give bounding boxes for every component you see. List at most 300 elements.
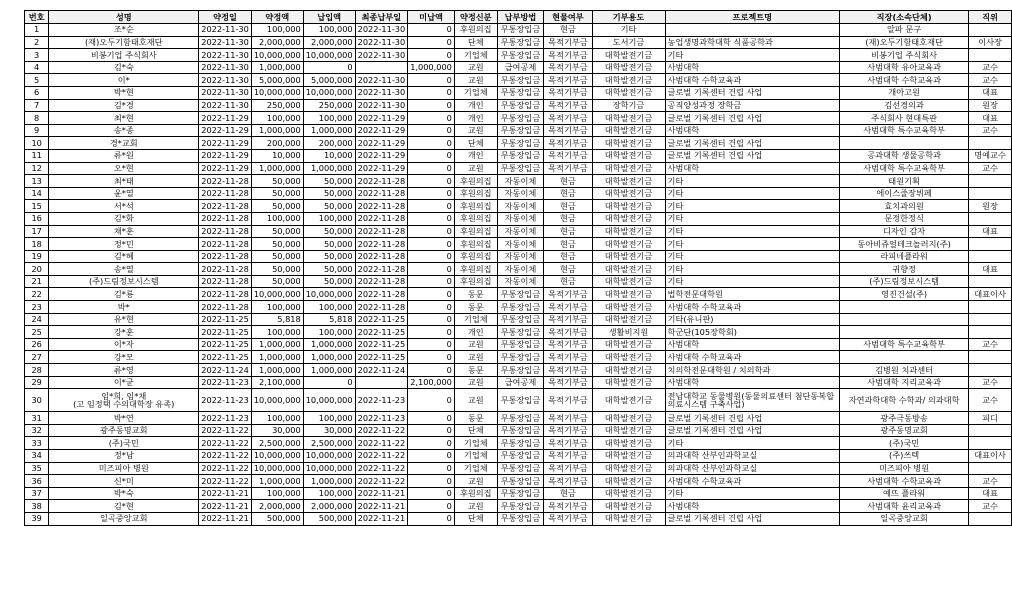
col-name-cell: 김*룡 (49, 288, 199, 301)
col-payment-method-cell: 무통장입금 (497, 137, 544, 150)
table-row (25, 250, 1012, 263)
col-project-name-cell: 기타 (665, 225, 840, 238)
col-pledge-amount-cell: 100,000 (251, 412, 303, 425)
col-pledge-date-cell: 2022-11-30 (199, 61, 252, 74)
col-paid-amount-cell: 5,818 (303, 313, 355, 326)
col-paid-amount-cell: 50,000 (303, 263, 355, 276)
col-pledge-status-cell: 개인 (454, 326, 497, 339)
col-paid-amount-cell: 500,000 (303, 512, 355, 525)
col-in-kind-cell: 현금 (544, 200, 592, 213)
table-row (25, 225, 1012, 238)
col-number-cell: 12 (25, 162, 49, 175)
col-payment-method-cell: 무통장입금 (497, 288, 544, 301)
col-payment-method-cell: 무통장입금 (497, 512, 544, 525)
col-position-cell: 교수 (969, 475, 1012, 488)
col-paid-amount-cell: 2,000,000 (303, 36, 355, 49)
table-row (25, 351, 1012, 364)
col-name-cell: 김*혜 (49, 250, 199, 263)
col-in-kind-cell: 목적기부금 (544, 512, 592, 525)
col-name-cell: (주)국민 (49, 437, 199, 450)
col-payment-method-cell: 무통장입금 (497, 313, 544, 326)
col-donation-purpose-cell: 대학발전기금 (592, 512, 665, 525)
col-last-paid-date-cell (355, 61, 408, 74)
col-pledge-status-cell: 개인 (454, 99, 497, 112)
table-row (25, 487, 1012, 500)
col-pledge-amount-cell: 1,000,000 (251, 338, 303, 351)
col-pledge-status-cell: 후원의집 (454, 487, 497, 500)
col-pledge-status-cell: 기업체 (454, 86, 497, 99)
col-unpaid-amount-cell: 0 (408, 74, 455, 87)
col-name-cell: 송*열 (49, 263, 199, 276)
col-workplace-cell: 김병원 치과센터 (840, 364, 969, 377)
col-position-cell (969, 49, 1012, 62)
col-number-cell: 24 (25, 313, 49, 326)
col-last-paid-date-cell: 2022-11-30 (355, 24, 408, 37)
col-pledge-date-cell: 2022-11-30 (199, 24, 252, 37)
col-last-paid-date-cell: 2022-11-28 (355, 275, 408, 288)
col-pledge-amount-cell: 5,000,000 (251, 74, 303, 87)
col-last-paid-date-cell: 2022-11-21 (355, 500, 408, 513)
col-last-paid-date-cell: 2022-11-28 (355, 263, 408, 276)
col-position-cell: 교수 (969, 61, 1012, 74)
col-paid-amount-cell: 5,000,000 (303, 74, 355, 87)
col-pledge-amount-cell: 1,000,000 (251, 124, 303, 137)
col-workplace-cell (840, 351, 969, 364)
col-number-cell: 26 (25, 338, 49, 351)
col-in-kind-header: 현물여부 (544, 11, 592, 24)
col-donation-purpose-cell: 대학발전기금 (592, 200, 665, 213)
col-number-cell: 14 (25, 187, 49, 200)
col-paid-amount-cell: 30,000 (303, 424, 355, 437)
col-paid-amount-cell: 1,000,000 (303, 475, 355, 488)
table-row (25, 301, 1012, 314)
col-pledge-amount-cell: 250,000 (251, 99, 303, 112)
col-last-paid-date-cell: 2022-11-30 (355, 49, 408, 62)
col-donation-purpose-cell: 대학발전기금 (592, 212, 665, 225)
col-workplace-cell: 영진건설(주) (840, 288, 969, 301)
col-in-kind-cell: 목적기부금 (544, 313, 592, 326)
table-row (25, 86, 1012, 99)
col-pledge-amount-cell: 2,000,000 (251, 36, 303, 49)
col-pledge-status-cell: 후원의집 (454, 238, 497, 251)
col-position-cell (969, 351, 1012, 364)
col-pledge-date-cell: 2022-11-30 (199, 99, 252, 112)
col-number-cell: 30 (25, 389, 49, 412)
col-number-cell: 27 (25, 351, 49, 364)
table-row (25, 326, 1012, 339)
col-pledge-status-cell: 후원의집 (454, 200, 497, 213)
col-number-cell: 16 (25, 212, 49, 225)
col-in-kind-cell: 목적기부금 (544, 61, 592, 74)
col-pledge-date-cell: 2022-11-22 (199, 437, 252, 450)
col-payment-method-cell: 무통장입금 (497, 301, 544, 314)
donation-table-container (24, 10, 1012, 526)
col-payment-method-header: 납부방법 (497, 11, 544, 24)
table-row (25, 36, 1012, 49)
table-row (25, 389, 1012, 412)
col-donation-purpose-cell: 대학발전기금 (592, 49, 665, 62)
col-project-name-cell: 기타 (665, 175, 840, 188)
col-workplace-cell: (주)드림정보시스템 (840, 275, 969, 288)
col-project-name-cell: 글로벌 기록센터 건립 사업 (665, 149, 840, 162)
col-number-cell: 6 (25, 86, 49, 99)
col-position-cell (969, 238, 1012, 251)
col-pledge-date-cell: 2022-11-22 (199, 462, 252, 475)
col-position-cell: 교수 (969, 500, 1012, 513)
col-in-kind-cell: 현금 (544, 238, 592, 251)
col-number-cell: 5 (25, 74, 49, 87)
col-unpaid-amount-cell: 0 (408, 301, 455, 314)
table-row (25, 313, 1012, 326)
col-donation-purpose-cell: 대학발전기금 (592, 250, 665, 263)
col-last-paid-date-cell: 2022-11-29 (355, 124, 408, 137)
col-donation-purpose-cell: 기타 (592, 24, 665, 37)
col-position-header: 직위 (969, 11, 1012, 24)
table-row (25, 437, 1012, 450)
col-paid-amount-cell: 10,000,000 (303, 462, 355, 475)
col-project-name-cell: 기타 (665, 238, 840, 251)
col-donation-purpose-cell: 대학발전기금 (592, 437, 665, 450)
col-paid-amount-cell: 100,000 (303, 24, 355, 37)
col-last-paid-date-cell: 2022-11-22 (355, 424, 408, 437)
col-paid-amount-cell: 50,000 (303, 238, 355, 251)
col-name-cell: 일곡중앙교회 (49, 512, 199, 525)
col-workplace-cell: (재)오두기함태호재단 (840, 36, 969, 49)
col-payment-method-cell: 무통장입금 (497, 500, 544, 513)
col-position-cell: 대표 (969, 112, 1012, 125)
col-unpaid-amount-cell: 0 (408, 86, 455, 99)
col-donation-purpose-cell: 대학발전기금 (592, 225, 665, 238)
col-pledge-status-cell: 교원 (454, 74, 497, 87)
col-last-paid-date-cell: 2022-11-29 (355, 112, 408, 125)
table-row (25, 200, 1012, 213)
col-payment-method-cell: 무통장입금 (497, 99, 544, 112)
col-payment-method-cell: 자동이체 (497, 263, 544, 276)
col-name-cell: 류*영 (49, 364, 199, 377)
col-number-cell: 33 (25, 437, 49, 450)
col-pledge-date-cell: 2022-11-30 (199, 86, 252, 99)
col-pledge-amount-cell: 100,000 (251, 326, 303, 339)
col-paid-amount-cell: 10,000,000 (303, 288, 355, 301)
col-payment-method-cell: 무통장입금 (497, 74, 544, 87)
col-name-cell: 비봉기업 주식회사 (49, 49, 199, 62)
col-unpaid-amount-cell: 0 (408, 112, 455, 125)
col-payment-method-cell: 자동이체 (497, 187, 544, 200)
col-pledge-date-cell: 2022-11-25 (199, 313, 252, 326)
col-pledge-status-cell: 동문 (454, 412, 497, 425)
col-payment-method-cell: 무통장입금 (497, 338, 544, 351)
col-name-cell: 채*훈 (49, 225, 199, 238)
col-payment-method-cell: 자동이체 (497, 225, 544, 238)
col-project-name-cell: 사범대학 (665, 61, 840, 74)
col-paid-amount-cell: 50,000 (303, 250, 355, 263)
col-workplace-cell: 귀향정 (840, 263, 969, 276)
col-name-cell: 박*숙 (49, 487, 199, 500)
col-paid-amount-cell: 100,000 (303, 326, 355, 339)
table-row (25, 475, 1012, 488)
col-pledge-amount-cell: 100,000 (251, 112, 303, 125)
col-donation-purpose-cell: 대학발전기금 (592, 475, 665, 488)
col-project-name-cell: 기타 (665, 212, 840, 225)
col-pledge-status-cell: 기업체 (454, 313, 497, 326)
col-donation-purpose-cell: 대학발전기금 (592, 137, 665, 150)
col-in-kind-cell: 현금 (544, 175, 592, 188)
col-unpaid-amount-cell: 0 (408, 512, 455, 525)
col-in-kind-cell: 현금 (544, 187, 592, 200)
col-unpaid-amount-cell: 0 (408, 36, 455, 49)
col-last-paid-date-cell: 2022-11-25 (355, 338, 408, 351)
col-payment-method-cell: 무통장입금 (497, 450, 544, 463)
col-paid-amount-cell: 1,000,000 (303, 124, 355, 137)
col-pledge-status-cell: 개인 (454, 112, 497, 125)
col-project-name-cell: 기타 (665, 263, 840, 276)
col-workplace-cell: 알파 문구 (840, 24, 969, 37)
col-project-name-cell: 사범대학 (665, 376, 840, 389)
col-pledge-date-cell: 2022-11-24 (199, 364, 252, 377)
col-paid-amount-cell: 10,000,000 (303, 389, 355, 412)
col-payment-method-cell: 자동이체 (497, 250, 544, 263)
col-name-cell: 이*자 (49, 338, 199, 351)
col-workplace-cell: 사범대학 지리교육과 (840, 376, 969, 389)
col-pledge-status-cell: 동문 (454, 301, 497, 314)
table-row (25, 364, 1012, 377)
col-project-name-cell: 글로벌 기록센터 건립 사업 (665, 412, 840, 425)
col-name-cell: (주)드림정보시스템 (49, 275, 199, 288)
col-pledge-amount-cell: 50,000 (251, 275, 303, 288)
col-position-cell: 대표이사 (969, 288, 1012, 301)
col-unpaid-amount-cell: 0 (408, 475, 455, 488)
col-last-paid-date-cell: 2022-11-24 (355, 364, 408, 377)
col-in-kind-cell: 목적기부금 (544, 412, 592, 425)
col-unpaid-amount-cell: 1,000,000 (408, 61, 455, 74)
col-workplace-cell: 에이스줄장뷔페 (840, 187, 969, 200)
col-name-cell: (재)오두기함태호재단 (49, 36, 199, 49)
col-donation-purpose-cell: 대학발전기금 (592, 376, 665, 389)
col-last-paid-date-cell: 2022-11-30 (355, 86, 408, 99)
col-pledge-amount-cell: 2,500,000 (251, 437, 303, 450)
col-unpaid-amount-header: 미납액 (408, 11, 455, 24)
table-row (25, 424, 1012, 437)
col-pledge-amount-cell: 200,000 (251, 137, 303, 150)
col-position-cell (969, 326, 1012, 339)
col-donation-purpose-cell: 대학발전기금 (592, 313, 665, 326)
col-pledge-amount-cell: 1,000,000 (251, 351, 303, 364)
col-pledge-status-cell: 교원 (454, 500, 497, 513)
col-workplace-cell: 사범대학 유아교육과 (840, 61, 969, 74)
col-unpaid-amount-cell: 0 (408, 389, 455, 412)
table-row (25, 149, 1012, 162)
col-pledge-date-cell: 2022-11-25 (199, 326, 252, 339)
col-number-cell: 1 (25, 24, 49, 37)
col-name-cell: 최*태 (49, 175, 199, 188)
col-donation-purpose-cell: 대학발전기금 (592, 112, 665, 125)
table-row (25, 376, 1012, 389)
col-pledge-status-cell: 단체 (454, 36, 497, 49)
col-position-cell: 이사장 (969, 36, 1012, 49)
col-unpaid-amount-cell: 0 (408, 351, 455, 364)
col-number-cell: 20 (25, 263, 49, 276)
col-last-paid-date-cell: 2022-11-28 (355, 238, 408, 251)
col-paid-amount-cell: 1,000,000 (303, 162, 355, 175)
col-project-name-cell: 글로벌 기록센터 건립 사업 (665, 137, 840, 150)
col-pledge-status-cell: 교원 (454, 162, 497, 175)
col-unpaid-amount-cell: 0 (408, 275, 455, 288)
col-name-cell: 경*교회 (49, 137, 199, 150)
col-position-cell: 교수 (969, 124, 1012, 137)
col-pledge-amount-cell: 100,000 (251, 24, 303, 37)
col-project-name-cell: 사범대학 (665, 500, 840, 513)
col-unpaid-amount-cell: 2,100,000 (408, 376, 455, 389)
table-row (25, 263, 1012, 276)
col-name-cell: 김*화 (49, 212, 199, 225)
col-name-cell: 광주동명교회 (49, 424, 199, 437)
col-paid-amount-cell: 100,000 (303, 112, 355, 125)
col-donation-purpose-cell: 대학발전기금 (592, 61, 665, 74)
col-name-cell: 김*현 (49, 500, 199, 513)
col-in-kind-cell: 목적기부금 (544, 86, 592, 99)
table-row (25, 175, 1012, 188)
col-position-cell (969, 301, 1012, 314)
col-payment-method-cell: 무통장입금 (497, 112, 544, 125)
col-workplace-cell (840, 326, 969, 339)
col-paid-amount-cell: 250,000 (303, 99, 355, 112)
col-donation-purpose-cell: 대학발전기금 (592, 462, 665, 475)
col-pledge-date-header: 약정일 (199, 11, 252, 24)
table-row (25, 137, 1012, 150)
col-pledge-amount-cell: 50,000 (251, 187, 303, 200)
table-body (25, 24, 1012, 526)
col-pledge-amount-cell: 2,100,000 (251, 376, 303, 389)
col-pledge-date-cell: 2022-11-22 (199, 424, 252, 437)
col-workplace-cell: 사범대학 수학교육과 (840, 475, 969, 488)
col-pledge-status-cell: 후원의집 (454, 225, 497, 238)
col-in-kind-cell: 목적기부금 (544, 338, 592, 351)
col-paid-amount-cell: 50,000 (303, 175, 355, 188)
col-last-paid-date-cell: 2022-11-22 (355, 450, 408, 463)
col-last-paid-date-cell: 2022-11-29 (355, 162, 408, 175)
col-in-kind-cell: 현금 (544, 225, 592, 238)
col-workplace-cell: 태원기획 (840, 175, 969, 188)
col-last-paid-date-cell: 2022-11-25 (355, 326, 408, 339)
col-pledge-status-cell: 후원의집 (454, 187, 497, 200)
col-donation-purpose-cell: 대학발전기금 (592, 162, 665, 175)
col-pledge-amount-cell: 1,000,000 (251, 162, 303, 175)
header-row (25, 11, 1012, 24)
col-paid-amount-cell: 10,000 (303, 149, 355, 162)
col-position-cell: 대표 (969, 86, 1012, 99)
col-pledge-date-cell: 2022-11-25 (199, 351, 252, 364)
col-payment-method-cell: 무통장입금 (497, 364, 544, 377)
col-workplace-cell: 광주극동방송 (840, 412, 969, 425)
col-pledge-date-cell: 2022-11-28 (199, 238, 252, 251)
col-position-cell (969, 175, 1012, 188)
col-donation-purpose-cell: 대학발전기금 (592, 263, 665, 276)
table-row (25, 162, 1012, 175)
table-row (25, 462, 1012, 475)
col-position-cell (969, 212, 1012, 225)
col-workplace-cell (840, 313, 969, 326)
col-position-cell (969, 437, 1012, 450)
col-number-cell: 10 (25, 137, 49, 150)
col-workplace-cell: 광주동명교회 (840, 424, 969, 437)
col-pledge-amount-header: 약정액 (251, 11, 303, 24)
col-workplace-cell: (주)쓰텍 (840, 450, 969, 463)
col-project-name-header: 프로젝트명 (665, 11, 840, 24)
table-row (25, 450, 1012, 463)
table-row (25, 412, 1012, 425)
col-position-cell: 대표이사 (969, 450, 1012, 463)
col-donation-purpose-cell: 대학발전기금 (592, 275, 665, 288)
col-number-cell: 31 (25, 412, 49, 425)
col-payment-method-cell: 무통장입금 (497, 475, 544, 488)
col-unpaid-amount-cell: 0 (408, 437, 455, 450)
col-name-cell: 임*희, 임*채 (고 임정택 수의대학장 유족) (49, 389, 199, 412)
col-position-cell (969, 424, 1012, 437)
col-donation-purpose-cell: 대학발전기금 (592, 389, 665, 412)
col-pledge-amount-cell: 10,000,000 (251, 49, 303, 62)
col-in-kind-cell: 목적기부금 (544, 326, 592, 339)
col-pledge-date-cell: 2022-11-22 (199, 450, 252, 463)
table-row (25, 112, 1012, 125)
col-workplace-cell: 디자인 감자 (840, 225, 969, 238)
col-paid-amount-cell: 2,000,000 (303, 500, 355, 513)
col-payment-method-cell: 무통장입금 (497, 86, 544, 99)
col-position-cell: 교수 (969, 74, 1012, 87)
table-row (25, 238, 1012, 251)
col-number-cell: 25 (25, 326, 49, 339)
col-workplace-cell: 사범대학 윤리교육과 (840, 500, 969, 513)
col-unpaid-amount-cell: 0 (408, 250, 455, 263)
col-pledge-date-cell: 2022-11-28 (199, 225, 252, 238)
col-workplace-cell: 미즈피아 병원 (840, 462, 969, 475)
col-paid-amount-cell: 1,000,000 (303, 338, 355, 351)
col-number-cell: 2 (25, 36, 49, 49)
col-pledge-amount-cell: 50,000 (251, 225, 303, 238)
col-unpaid-amount-cell: 0 (408, 137, 455, 150)
col-pledge-date-cell: 2022-11-28 (199, 175, 252, 188)
col-name-cell: 박* (49, 301, 199, 314)
col-in-kind-cell: 현금 (544, 212, 592, 225)
col-workplace-cell: 자연과학대학 수학과/ 의과대학 (840, 389, 969, 412)
col-pledge-amount-cell: 10,000,000 (251, 288, 303, 301)
col-last-paid-date-cell: 2022-11-25 (355, 351, 408, 364)
col-number-cell: 37 (25, 487, 49, 500)
col-pledge-status-cell: 기업체 (454, 49, 497, 62)
col-unpaid-amount-cell: 0 (408, 313, 455, 326)
col-project-name-cell: 사범대학 (665, 162, 840, 175)
col-name-cell: 이*균 (49, 376, 199, 389)
col-pledge-amount-cell: 1,000,000 (251, 364, 303, 377)
col-in-kind-cell: 현금 (544, 487, 592, 500)
table-row (25, 288, 1012, 301)
col-project-name-cell: 전남대학교 동물병원(동물의료센터 첨단동복합 의료시스템 구축사업) (665, 389, 840, 412)
table-row (25, 512, 1012, 525)
col-position-cell: 원장 (969, 200, 1012, 213)
col-position-cell: 피디 (969, 412, 1012, 425)
col-in-kind-cell: 목적기부금 (544, 500, 592, 513)
col-pledge-date-cell: 2022-11-21 (199, 487, 252, 500)
col-payment-method-cell: 무통장입금 (497, 389, 544, 412)
col-donation-purpose-header: 기부용도 (592, 11, 665, 24)
table-row (25, 124, 1012, 137)
col-pledge-status-cell: 단체 (454, 137, 497, 150)
col-number-cell: 11 (25, 149, 49, 162)
col-unpaid-amount-cell: 0 (408, 238, 455, 251)
col-donation-purpose-cell: 대학발전기금 (592, 124, 665, 137)
col-number-header: 번호 (25, 11, 49, 24)
col-pledge-status-cell: 기업체 (454, 450, 497, 463)
col-last-paid-date-cell: 2022-11-22 (355, 462, 408, 475)
